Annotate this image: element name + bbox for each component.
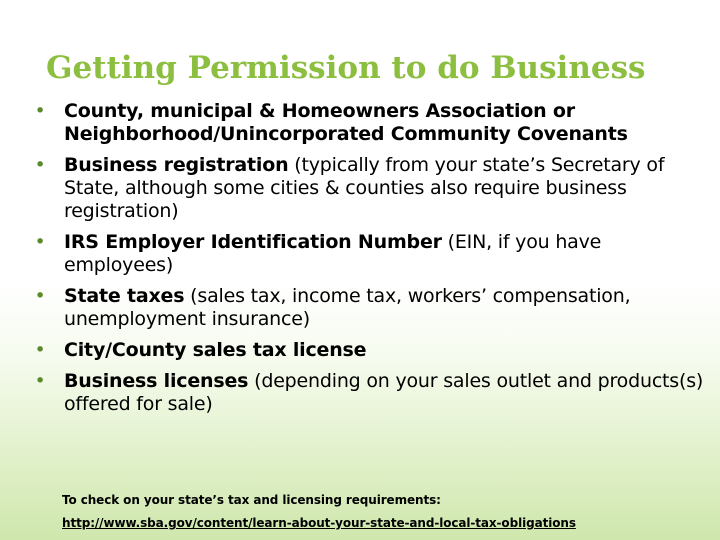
bullet-bold-text: County, municipal & Homeowners Association or Neighborhood/Unincorporated Community Covenants: [64, 100, 628, 145]
bullet-dot: •: [34, 370, 46, 392]
bullet-bold-text: IRS Employer Identification Number: [64, 231, 442, 253]
bullet-text: (depending on your sales outlet and products(s) offered for sale): [64, 370, 704, 415]
bullet-bold-text: Business licenses: [64, 370, 249, 392]
bullet-item-sales-tax-license: [30, 339, 710, 362]
bullet-text: (EIN, if you have employees): [64, 231, 602, 276]
bullet-list: [30, 100, 710, 424]
bullet-bold-text: Business registration: [64, 154, 289, 176]
bullet-item-covenants: [30, 100, 710, 146]
bullet-dot: •: [34, 285, 46, 307]
bullet-item-business-licenses: [30, 370, 710, 416]
bullet-text: (sales tax, income tax, workers’ compensation, unemployment insurance): [64, 285, 631, 330]
slide-title: Getting Permission to do Business: [46, 50, 646, 86]
bullet-text: (typically from your state’s Secretary of State, although some cities & counties also require business registration): [64, 154, 665, 222]
bullet-item-state-taxes: [30, 285, 710, 331]
bullet-item-ein: [30, 231, 710, 277]
bullet-bold-text: City/County sales tax license: [64, 339, 367, 361]
bullet-dot: •: [34, 100, 46, 122]
bullet-dot: •: [34, 231, 46, 253]
bullet-dot: •: [34, 339, 46, 361]
bullet-dot: •: [34, 154, 46, 176]
sba-tax-link[interactable]: http://www.sba.gov/content/learn-about-your-state-and-local-tax-obligations: [62, 516, 576, 530]
bullet-item-business-registration: [30, 154, 710, 223]
reference-note: [62, 489, 712, 535]
reference-note-text: To check on your state’s tax and licensing requirements:: [62, 493, 441, 507]
bullet-bold-text: State taxes: [64, 285, 185, 307]
